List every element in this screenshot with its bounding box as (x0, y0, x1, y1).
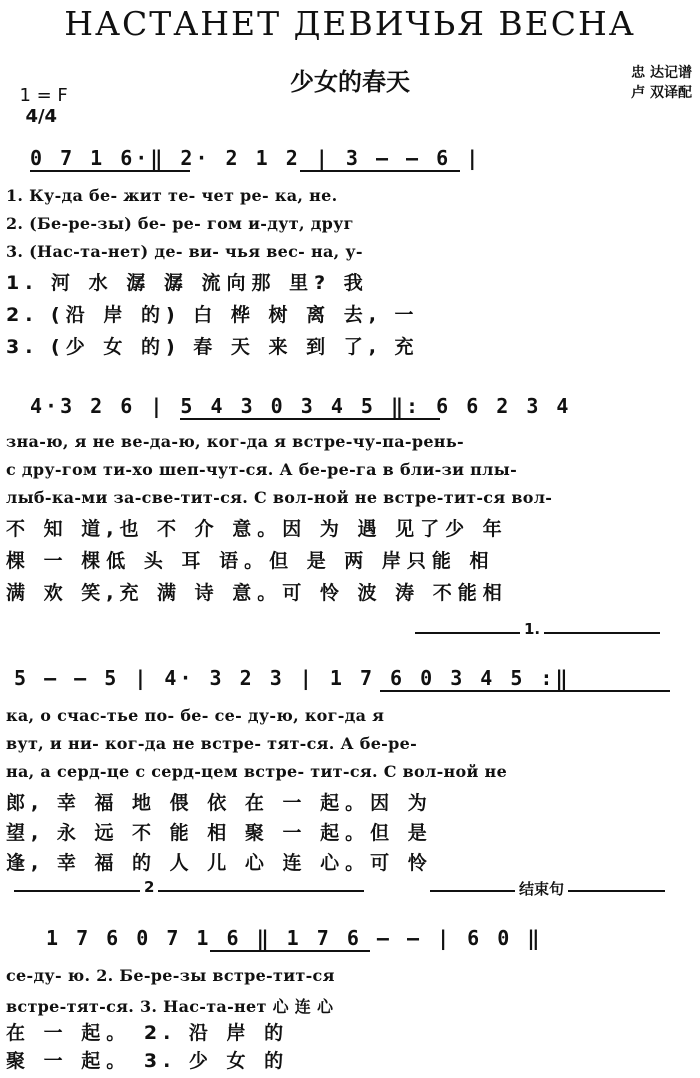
lyric-line: се-ду- ю. 2. Бе-ре-зы встре-тит-ся (6, 966, 335, 985)
first-ending-label: 1. (520, 620, 544, 638)
beam (180, 418, 440, 420)
beam (30, 170, 190, 172)
second-ending-label: 2 (140, 878, 158, 896)
notes: 0 7 1 6·‖ 2· 2 1 2 | 3 — — 6 | (30, 146, 482, 170)
lyric-line: 不 知 道,也 不 介 意。因 为 遇 见了少 年 (6, 518, 508, 540)
song-title-ru: НАСТАНЕТ ДЕВИЧЬЯ ВЕСНА (64, 4, 636, 43)
notation-row (0, 140, 700, 180)
beam (210, 950, 370, 952)
lyric-line: 郎, 幸 福 地 偎 依 在 一 起。因 为 (6, 792, 433, 814)
lyric-line: 逢, 幸 福 的 人 儿 心 连 心。可 怜 (6, 852, 433, 874)
lyric-line: 望, 永 远 不 能 相 聚 一 起。但 是 (6, 822, 433, 844)
lyric-line: вут, и ни- ког-да не встре- тят-ся. А бе-ре- (6, 734, 418, 753)
lyric-line: лыб-ка-ми за-све-тит-ся. С вол-ной не встре-тит-ся вол- (6, 488, 553, 507)
lyric-line: ка, о счас-тье по- бе- се- ду-ю, ког-да я (6, 706, 385, 725)
coda-label: 结束句 (515, 878, 568, 899)
notation-row (0, 388, 700, 428)
lyric-line: 2. (Бе-ре-зы) бе- ре- гом и-дут, друг (6, 214, 354, 233)
notation-row (0, 920, 700, 960)
lyric-line: 1. 河 水 潺 潺 流向那 里? 我 (6, 272, 369, 294)
beam (380, 690, 670, 692)
lyric-line: зна-ю, я не ве-да-ю, ког-да я встре-чу-па-рень- (6, 432, 464, 451)
key-label: 1 = F (19, 85, 68, 106)
lyric-line: 满 欢 笑,充 满 诗 意。可 怜 波 涛 不能相 (6, 582, 508, 604)
lyric-line: встре-тят-ся. 3. Нас-та-нет 心 连 心 (6, 997, 334, 1016)
time-signature: 4/4 (25, 106, 58, 127)
credit-translator: 卢 双译配 (631, 85, 692, 101)
notes: 5 — — 5 | 4· 3 2 3 | 1 7 6 0 3 4 5 :‖ (14, 666, 571, 690)
lyric-line: с дру-гом ти-хо шеп-чут-ся. А бе-ре-га в бли-зи плы- (6, 460, 518, 479)
credit-transcriber: 忠 达记谱 (631, 65, 692, 81)
lyric-line: на, а серд-це с серд-цем встре- тит-ся. С вол-ной не (6, 762, 508, 781)
lyric-line: 3. (少 女 的) 春 天 来 到 了, 充 (6, 336, 420, 358)
lyric-line: 在 一 起。 2. 沿 岸 的 (6, 1022, 290, 1044)
beam (300, 170, 460, 172)
lyric-line: 3. (Нас-та-нет) де- ви- чья вес- на, у- (6, 242, 363, 261)
notes: 1 7 6 0 7 1 6 ‖ 1 7 6 — — | 6 0 ‖ (46, 926, 543, 950)
notes: 4·3 2 6 | 5 4 3 0 3 4 5 ‖: 6 6 2 3 4 (30, 394, 572, 418)
lyric-line: 1. Ку-да бе- жит те- чет ре- ка, не. (6, 186, 338, 205)
song-title-zh: 少女的春天 (290, 68, 410, 96)
lyric-line: 聚 一 起。 3. 少 女 的 (6, 1050, 290, 1072)
lyric-line: 2. (沿 岸 的) 白 桦 树 离 去, 一 (6, 304, 420, 326)
lyric-line: 棵 一 棵低 头 耳 语。但 是 两 岸只能 相 (6, 550, 495, 572)
notation-row (0, 660, 700, 700)
second-ending-bracket (14, 890, 364, 892)
